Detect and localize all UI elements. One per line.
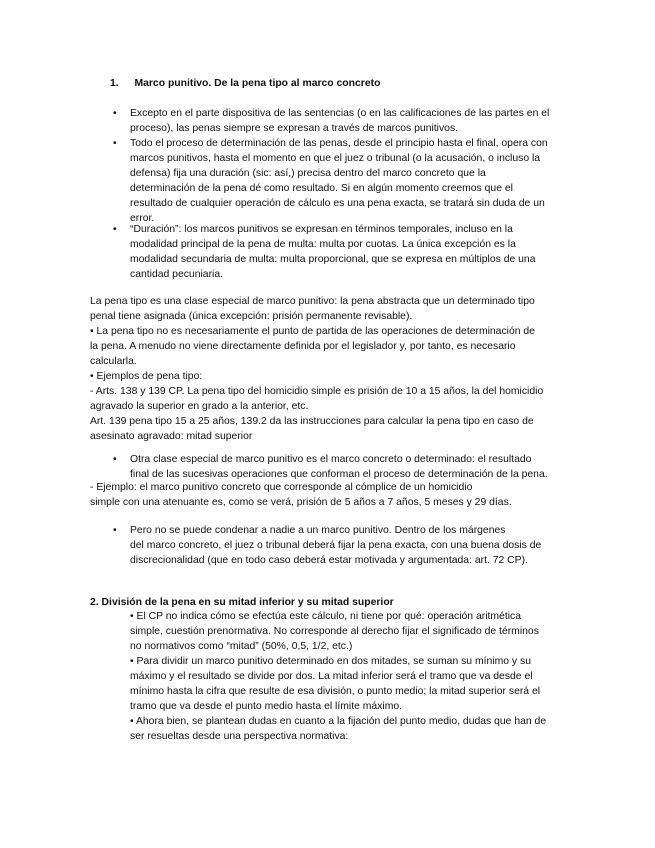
paragraph-ejemplo: - Ejemplo: el marco punitivo concreto que corresponde al cómplice de un homicidio simple con una atenuante es, como se verá, prisión de 5 años a 7 años, 5 meses y 29 días. bbox=[90, 482, 512, 508]
section-1-title: Marco punitivo. De la pena tipo al marco concreto bbox=[134, 78, 381, 89]
bullet-item-3: “Duración”: los marcos punitivos se expresan en términos temporales, incluso en la modalidad principal de la pena de multa: multa por cuotas. La única excepción es la modalidad secundaria de multa: multa proporcional, que se expresa en múltiplos de una cantidad pecuniaria. bbox=[130, 224, 536, 280]
bullet-marker: • bbox=[113, 108, 117, 119]
bullet-marco-concreto: Otra clase especial de marco punitivo es el marco concreto o determinado: el resultado final de las sucesivas operaciones que conforman el proceso de determinación de la pena. bbox=[130, 454, 548, 480]
bullet-item-2: Todo el proceso de determinación de las penas, desde el principio hasta el final, opera con marcos punitivos, hasta el momento en que el juez o tribunal (o la acusación, o incluso la defensa) fija una duración (sic: así,) precisa dentro del marco concreto que la determinación de la pena dé como resultado. Si en algún momento creemos que el resultado de cualquier operación de cálculo es una pena exacta, se tratará sin duda de un error. bbox=[130, 138, 548, 224]
section-2-body: • El CP no indica cómo se efectúa este cálculo, ni tiene por qué: operación aritmética simple, cuestión prenormativa. No corresponde al derecho fijar el significado de términos no normativos como “mitad” (50%, 0,5, 1/2, etc.) • Para dividir un marco punitivo determinado en dos mitades, se suman su mínimo y su máximo y el resultado se divide por dos. La mitad inferior será el tramo que va desde el mínimo hasta la cifra que resulte de esa división, o punto medio; la mitad superior será el tramo que va desde el punto medio hasta el límite máximo. • Ahora bien, se plantean dudas en cuanto a la fijación del punto medio, dudas que han de ser resueltas desde una perspectiva normativa: bbox=[130, 611, 547, 742]
section-2-title: 2. División de la pena en su mitad inferior y su mitad superior bbox=[90, 597, 394, 608]
section-1-number: 1. bbox=[110, 78, 119, 89]
bullet-marker: • bbox=[113, 138, 117, 149]
paragraph-pena-tipo: La pena tipo es una clase especial de marco punitivo: la pena abstracta que un determinado tipo penal tiene asignada (única excepción: prisión permanente revisable). • La pena tipo no es necesariamente el punto de partida de las operaciones de determinación de la pena. A menudo no viene directamente definida por el legislador y, por tanto, es necesario calcularla. • Ejemplos de pena tipo: - Arts. 138 y 139 CP. La pena tipo del homicidio simple es prisión de 10 a 15 años, la del homicidio agravado la superior en grado a la anterior, etc. Art. 139 pena tipo 15 a 25 años, 139.2 da las instrucciones para calcular la pena tipo en caso de asesinato agravado: mitad superior bbox=[90, 296, 544, 442]
bullet-marker: • bbox=[113, 454, 117, 465]
section-1-heading bbox=[110, 76, 380, 91]
section-2-heading bbox=[90, 595, 394, 610]
bullet-item-1: Excepto en el parte dispositiva de las sentencias (o en las calificaciones de las partes en el proceso), las penas siempre se expresan a través de marcos punitivos. bbox=[130, 108, 550, 134]
bullet-marker: • bbox=[113, 224, 117, 235]
bullet-marker: • bbox=[113, 525, 117, 536]
bullet-discrecionalidad: Pero no se puede condenar a nadie a un marco punitivo. Dentro de los márgenes del marco concreto, el juez o tribunal deberá fijar la pena exacta, con una buena dosis de discrecionalidad (que en todo caso deberá estar motivada y argumentada: art. 72 CP). bbox=[130, 525, 542, 566]
